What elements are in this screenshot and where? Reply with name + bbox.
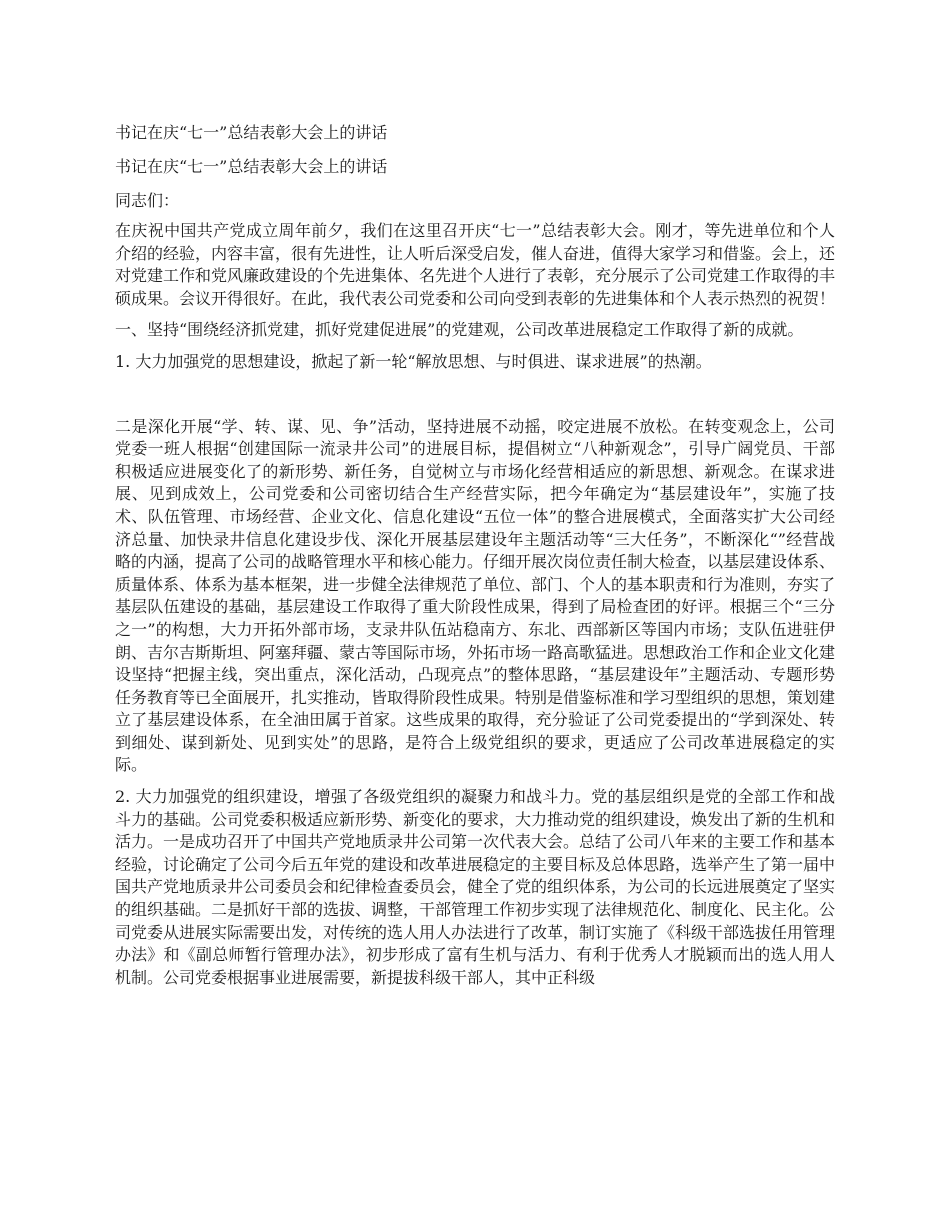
- document-title: 书记在庆“七一”总结表彰大会上的讲话: [115, 123, 388, 142]
- document-page: [115, 120, 835, 998]
- paragraph-item-one: 1. 大力加强党的思想建设，掀起了新一轮“解放思想、与时俱进、谋求进展”的热潮。: [115, 351, 712, 371]
- document-subtitle: 书记在庆“七一”总结表彰大会上的讲话: [115, 157, 388, 176]
- salutation: 同志们：: [115, 191, 180, 210]
- paragraph-section-one: 一、坚持“围绕经济抓党建，抓好党建促进展”的党建观，公司改革进展稳定工作取得了新的成就。: [115, 320, 804, 340]
- blank-gap: [115, 383, 835, 416]
- paragraph-item-two: 2. 大力加强党的组织建设，增强了各级党组织的凝聚力和战斗力。党的基层组织是党的全部工作和战斗力的基础。公司党委积极适应新形势、新变化的要求，大力推动党的组织建设，焕发出了新的生机和活力。一是成功召开了中国共产党地质录井公司第一次代表大会。总结了公司八年来的主要工作和基本经验，讨论确定了公司今后五年党的建设和改革进展稳定的主要目标及总体思路，选举产生了第一届中国共产党地质录井公司委员会和纪律检查委员会，健全了党的组织体系，为公司的长远进展奠定了坚实的组织基础。二是抓好干部的选拔、调整，干部管理工作初步实现了法律规范化、制度化、民主化。公司党委从进展实际需要出发，对传统的选人用人办法进行了改革，制订实施了《科级干部选拔任用管理办法》和《副总师暂行管理办法》，初步形成了富有生机与活力、有利于优秀人才脱颖而出的选人用人机制。公司党委根据事业进展需要，新提拔科级干部人，其中正科级: [115, 787, 836, 987]
- paragraph-second-point: 二是深化开展“学、转、谋、见、争”活动，坚持进展不动摇，咬定进展不放松。在转变观念上，公司党委一班人根据“创建国际一流录井公司”的进展目标，提倡树立“八种新观念”，引导广阔党员、干部积极适应进展变化了的新形势、新任务，自觉树立与市场化经营相适应的新思想、新观念。在谋求进展、见到成效上，公司党委和公司密切结合生产经营实际，把今年确定为“基层建设年”，实施了技术、队伍管理、市场经营、企业文化、信息化建设“五位一体”的整合进展模式，全面落实扩大公司经济总量、加快录井信息化建设步伐、深化开展基层建设年主题活动等“三大任务”，不断深化“”经营战略的内涵，提高了公司的战略管理水平和核心能力。仔细开展次岗位责任制大检查，以基层建设体系、质量体系、体系为基本框架，进一步健全法律规范了单位、部门、个人的基本职责和行为准则，夯实了基层队伍建设的基础，基层建设工作取得了重大阶段性成果，得到了局检查团的好评。根据三个“三分之一”的构想，大力开拓外部市场，支录井队伍站稳南方、东北、西部新区等国内市场；支队伍进驻伊朗、吉尔吉斯斯坦、阿塞拜疆、蒙古等国际市场，外拓市场一路高歌猛进。思想政治工作和企业文化建设坚持“把握主线，突出重点，深化活动，凸现亮点”的整体思路，“基层建设年”主题活动、专题形势任务教育等已全面展开，扎实推动，皆取得阶段性成果。特别是借鉴标准和学习型组织的思想，策划建立了基层建设体系，在全油田属于首家。这些成果的取得，充分验证了公司党委提出的“学到深处、转到细处、谋到新处、见到实处”的思路，是符合上级党组织的要求，更适应了公司改革进展稳定的实际。: [115, 416, 836, 775]
- paragraph-intro: 在庆祝中国共产党成立周年前夕，我们在这里召开庆“七一”总结表彰大会。刚才，等先进单位和个人介绍的经验，内容丰富，很有先进性，让人听后深受启发，催人奋进，值得大家学习和借鉴。会上，还对党建工作和党风廉政建设的个先进集体、名先进个人进行了表彰，充分展示了公司党建工作取得的丰硕成果。会议开得很好。在此，我代表公司党委和公司向受到表彰的先进集体和个人表示热烈的祝贺！: [115, 221, 836, 308]
